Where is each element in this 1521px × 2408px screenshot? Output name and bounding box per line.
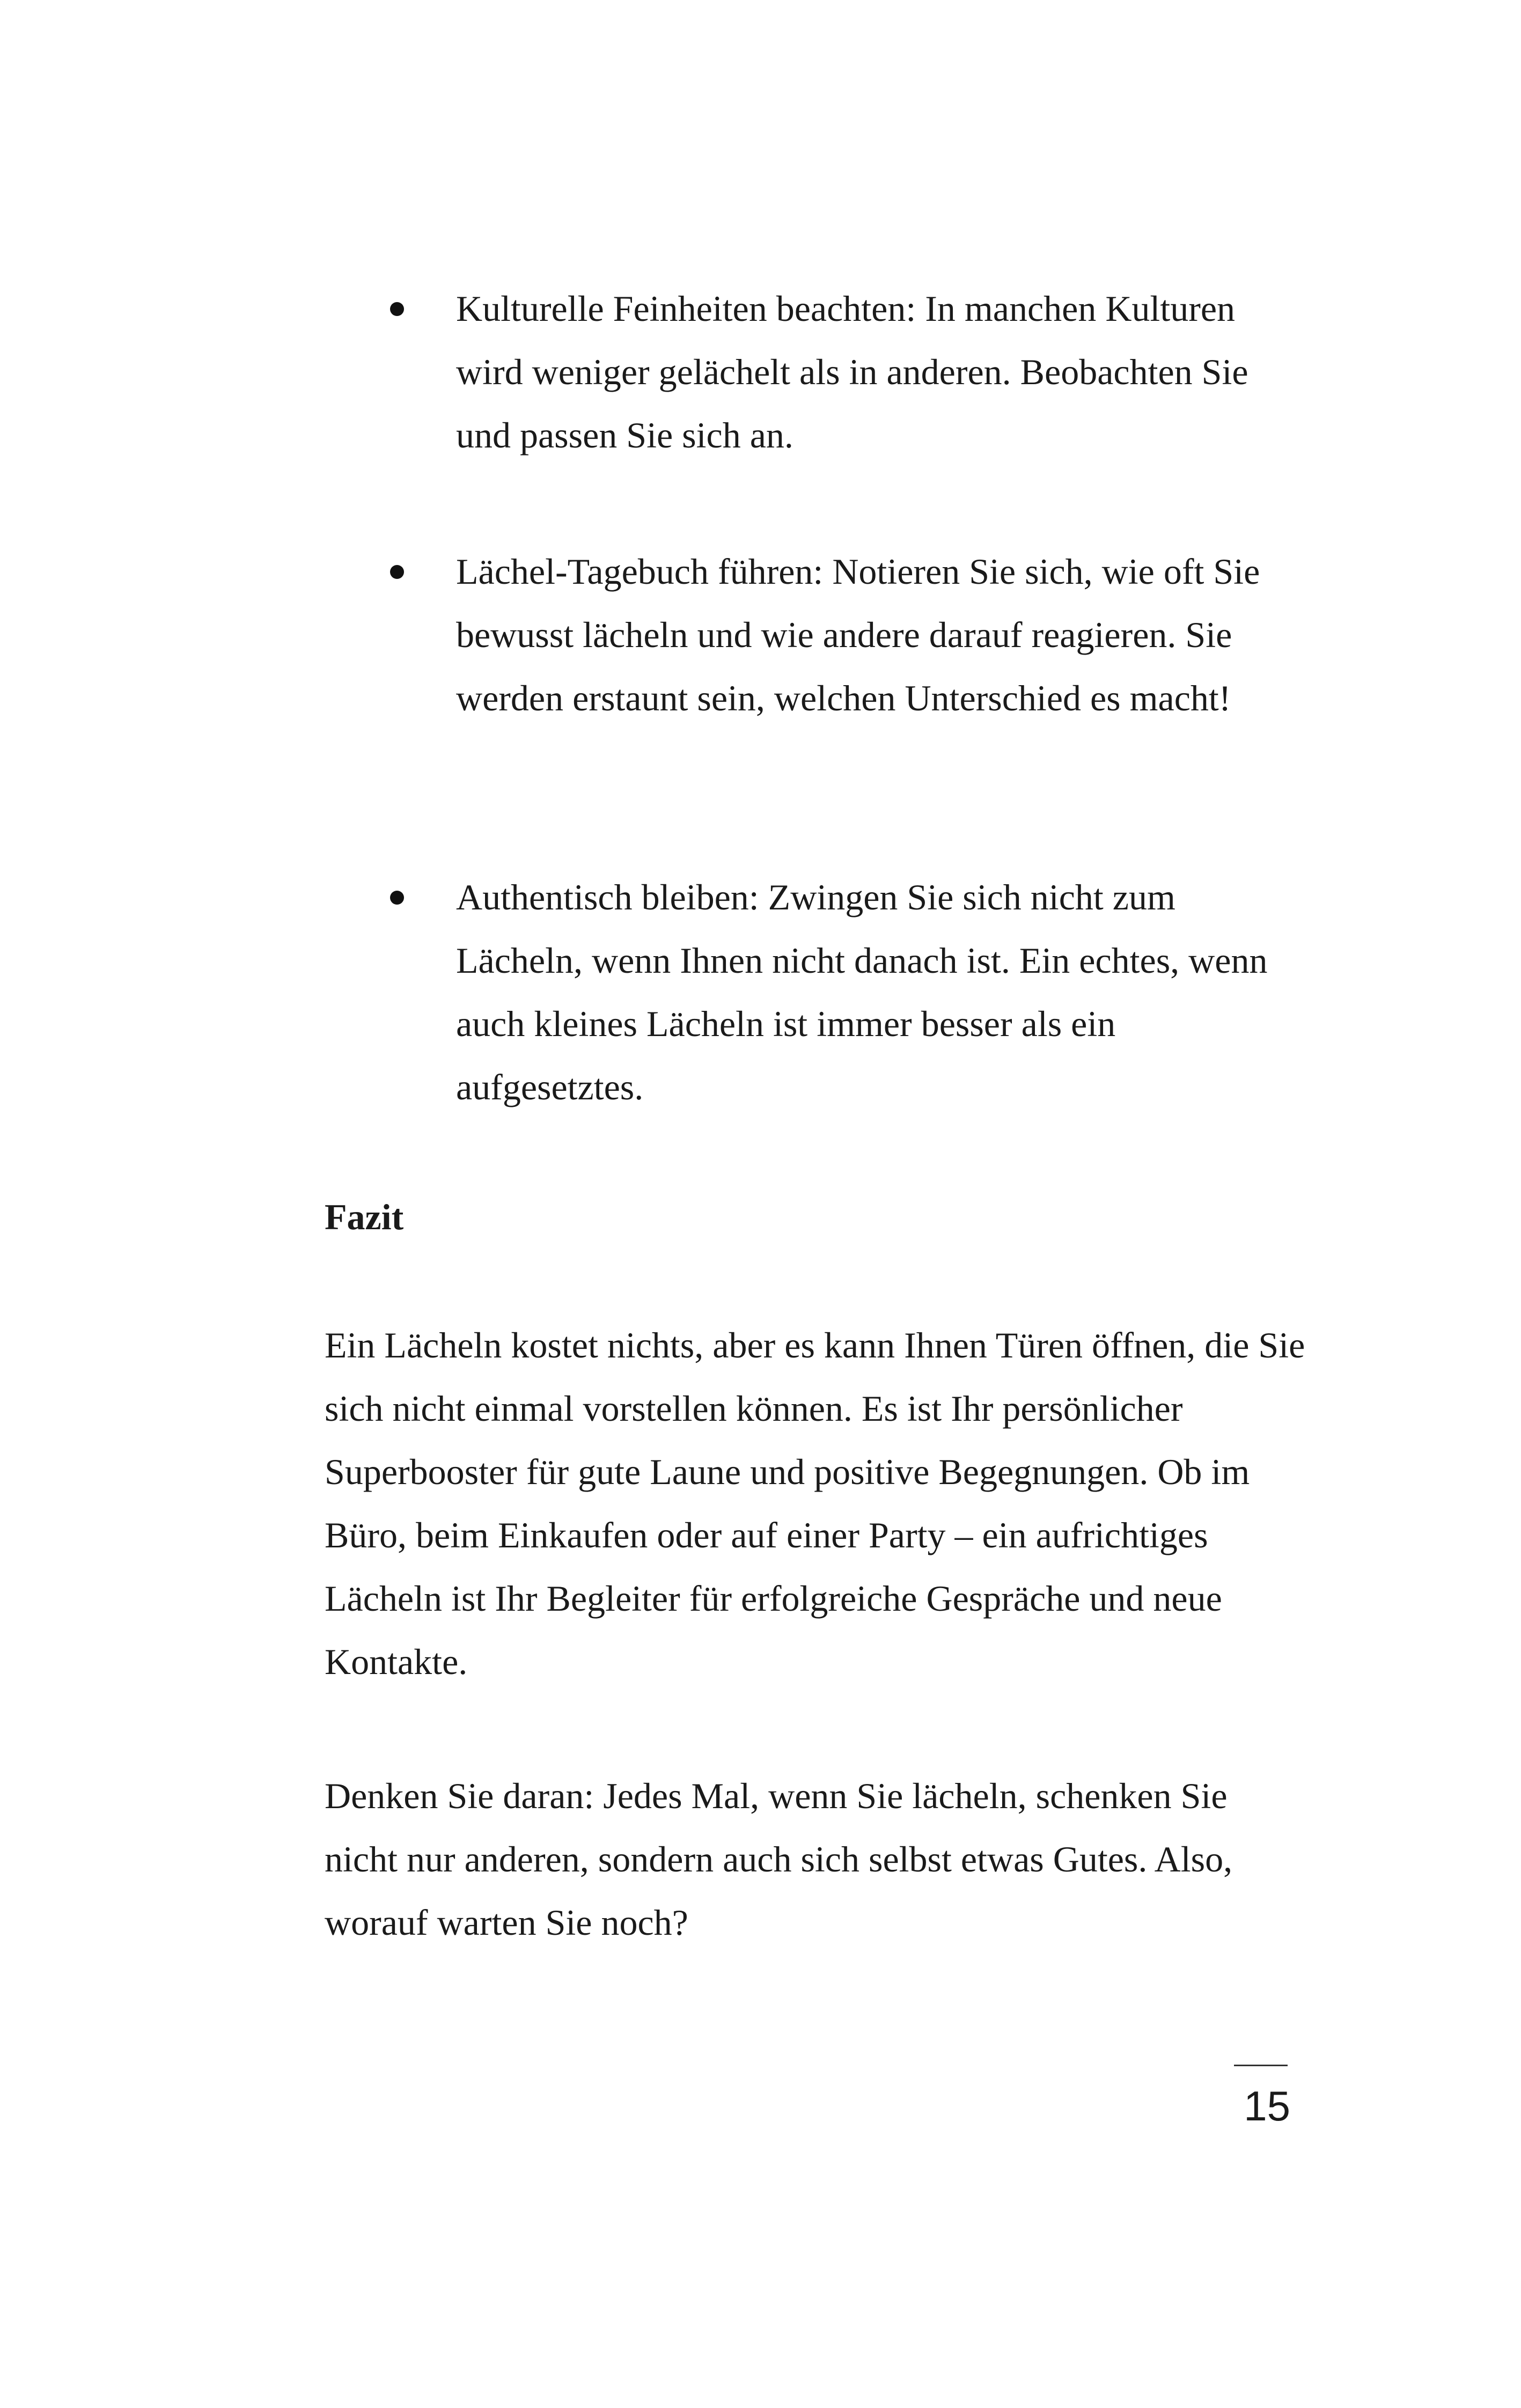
list-item: Lächel-Tagebuch führen: Notieren Sie sich, wie oft Sie bewusst lächeln und wie andere darauf reagieren. Sie werden erstaunt sein, welchen Unterschied es macht! <box>456 551 1260 718</box>
paragraph: Ein Lächeln kostet nichts, aber es kann Ihnen Türen öffnen, die Sie sich nicht einmal vorstellen können. Es ist Ihr persönlicher Superbooster für gute Laune und positive Begegnungen. Ob im Büro, beim Einkaufen oder auf einer Party – ein aufrichtiges Lächeln ist Ihr Begleiter für erfolgreiche Gespräche und neue Kontakte. <box>325 1325 1305 1682</box>
bullet-dot <box>390 302 404 316</box>
list-item: Kulturelle Feinheiten beachten: In manchen Kulturen wird weniger gelächelt als in anderen. Beobachten Sie und passen Sie sich an. <box>456 288 1248 456</box>
paragraph: Denken Sie daran: Jedes Mal, wenn Sie lächeln, schenken Sie nicht nur anderen, sondern auch sich selbst etwas Gutes. Also, worauf warten Sie noch? <box>325 1775 1233 1943</box>
footer-rule <box>1234 2065 1288 2066</box>
bullet-dot <box>390 891 404 905</box>
section-heading: Fazit <box>325 1196 404 1237</box>
list-item: Authentisch bleiben: Zwingen Sie sich nicht zum Lächeln, wenn Ihnen nicht danach ist. Ein echtes, wenn auch kleines Lächeln ist immer besser als ein aufgesetztes. <box>456 877 1268 1107</box>
page-number: 15 <box>1244 2082 1290 2130</box>
bullet-dot <box>390 565 404 579</box>
